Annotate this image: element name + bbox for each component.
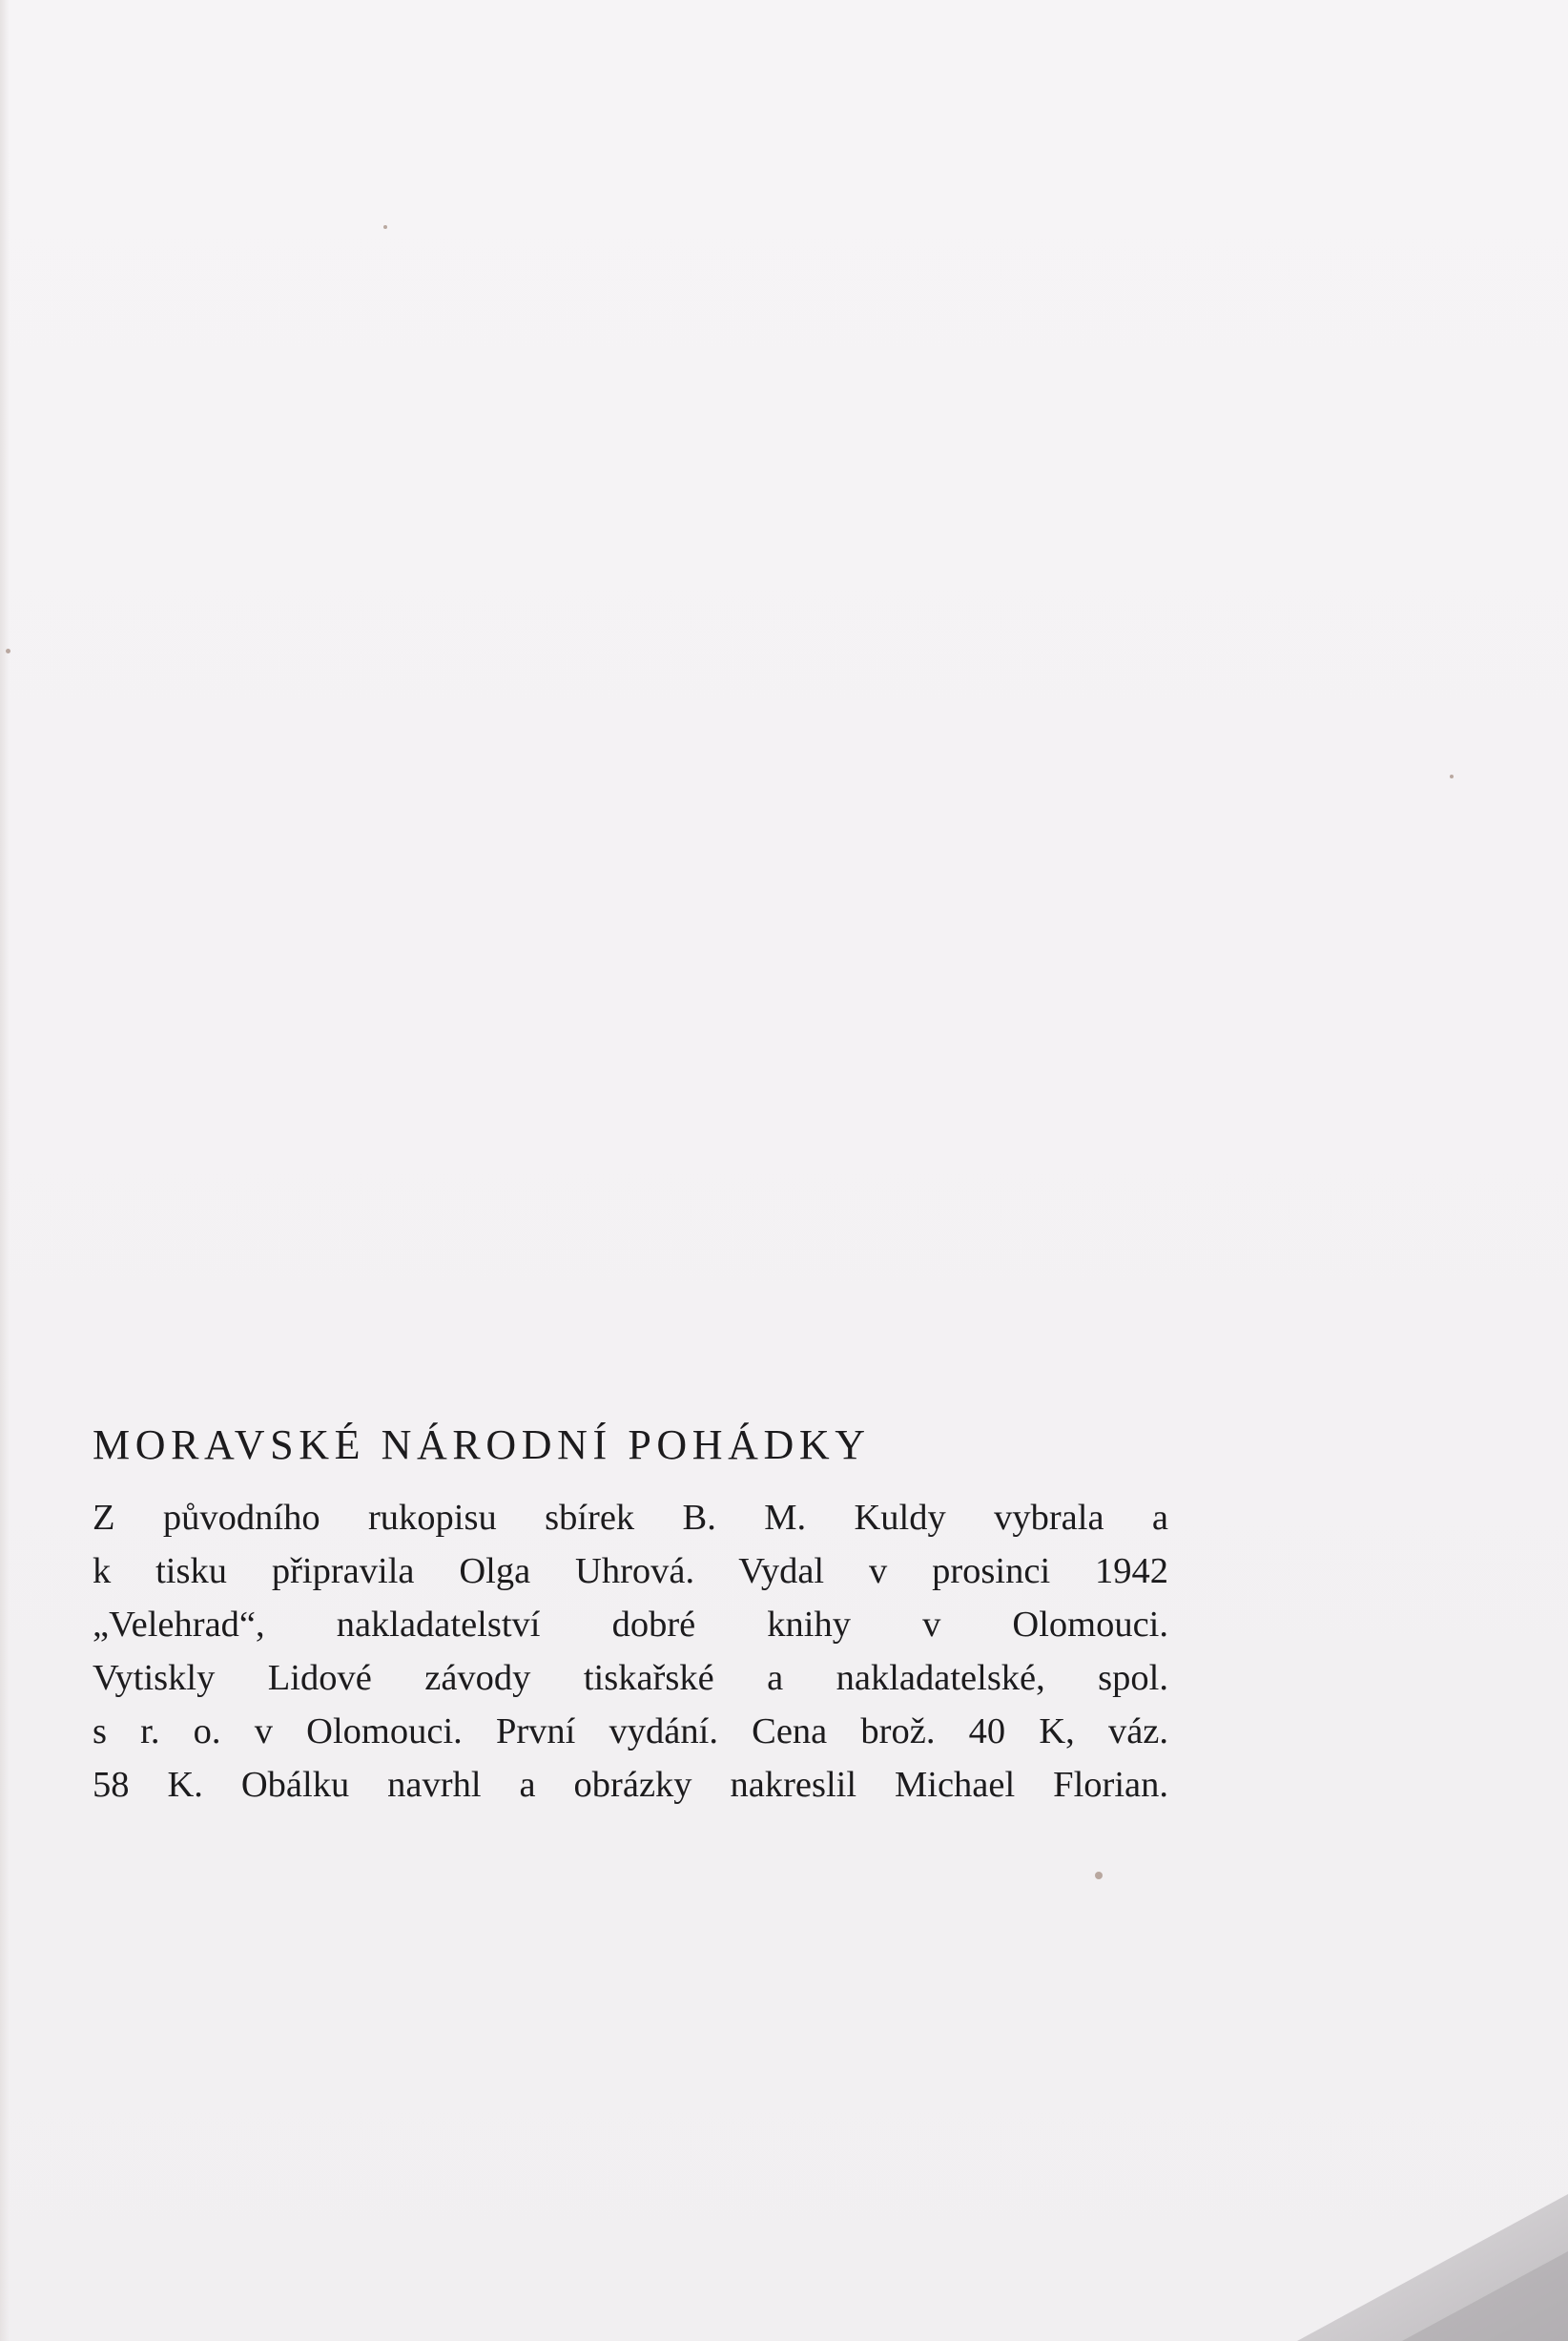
colophon-line: Vytiskly Lidové závody tiskařské a nakladatelské, spol. [93, 1658, 1168, 1698]
paper-speck [383, 225, 387, 229]
paper-speck [1450, 775, 1454, 778]
colophon-line: „Velehrad“, nakladatelství dobré knihy v Olomouci. [93, 1605, 1168, 1645]
colophon-line: 58 K. Obálku navrhl a obrázky nakreslil Michael Florian. [93, 1765, 1168, 1805]
colophon-line: Z původního rukopisu sbírek B. M. Kuldy vybrala a [93, 1498, 1168, 1538]
paper-speck [1095, 1872, 1103, 1879]
colophon [93, 1417, 1168, 1812]
colophon-line: s r. o. v Olomouci. První vydání. Cena brož. 40 K, váz. [93, 1711, 1168, 1751]
paper-speck [6, 649, 10, 653]
colophon-line: k tisku připravila Olga Uhrová. Vydal v prosinci 1942 [93, 1551, 1168, 1591]
book-title: MORAVSKÉ NÁRODNÍ POHÁDKY [93, 1421, 871, 1468]
